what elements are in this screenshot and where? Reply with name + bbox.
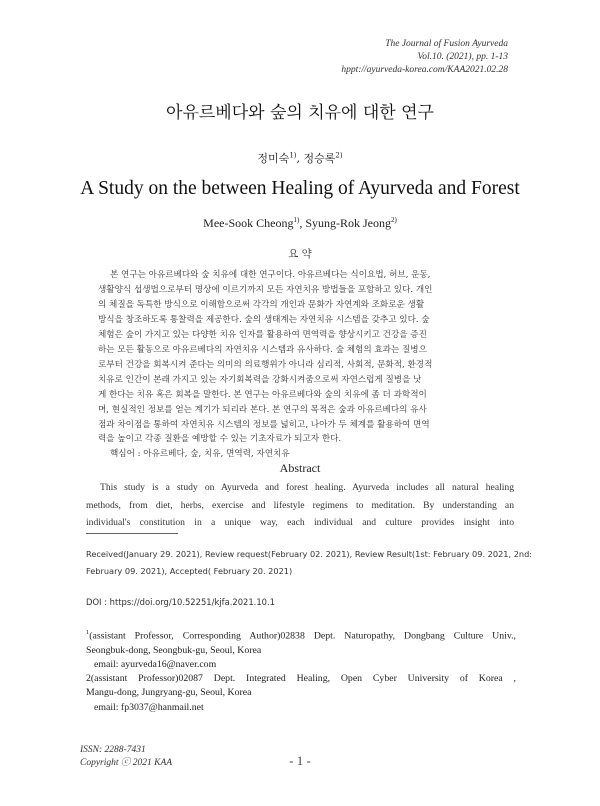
title-english: A Study on the between Healing of Ayurveda and Forest <box>80 178 520 199</box>
abstract-en-heading: Abstract <box>279 461 321 475</box>
author-1-ko: 정미숙 <box>257 152 290 165</box>
received-line: February 09. 2021), Accepted( February 20. 2021) <box>86 566 293 576</box>
author-1-ko-marker: 1) <box>289 151 297 160</box>
affiliation-1-email: email: ayurveda16@naver.com <box>94 658 217 670</box>
journal-volume: Vol.10. (2021), pp. 1-13 <box>417 52 508 62</box>
abstract-ko-line: 의 체질을 독특한 방식으로 이해함으로써 각각의 개인과 문화가 자연계와 조화로운 생활 <box>98 299 425 310</box>
affiliation-2-line-1: 2(assistant Professor)02087 Dept. Integrated Healing, Open Cyber University of Korea , <box>86 673 516 685</box>
abstract-en-line: This study is a study on Ayurveda and forest healing. Ayurveda includes all natural healing <box>100 482 514 493</box>
keywords-korean: 핵심어 : 아유르베다, 숲, 치유, 면역력, 자연치유 <box>110 449 290 460</box>
copyright: Copyright ⓒ 2021 KAA <box>80 758 173 768</box>
journal-url: hppt://ayurveda-korea.com/KAA2021.02.28 <box>341 65 508 75</box>
author-1-en-marker: 1) <box>293 216 300 224</box>
abstract-ko-line: 하는 모든 활동으로 아유르베다의 자연치유 시스템과 유사하다. 숲 체험의 효과는 질병으 <box>98 344 427 355</box>
abstract-ko-line: 본 연구는 아유르베다와 숲 치유에 대한 연구이다. 아유르베다는 식이요법, 허브, 운동, <box>110 270 431 280</box>
affiliation-1-marker: 1 <box>86 629 90 636</box>
abstract-ko-heading: 요 약 <box>288 248 312 260</box>
abstract-ko-line: 력을 높이고 각종 질환을 예방할 수 있는 기초자료가 되고자 한다. <box>98 434 342 445</box>
received-dates <box>86 546 533 580</box>
journal-name: The Journal of Fusion Ayurveda <box>385 39 508 49</box>
abstract-korean <box>98 268 502 462</box>
affiliation-2-line-2: Mangu-dong, Jungryang-gu, Seoul, Korea <box>86 687 252 699</box>
abstract-ko-line: 치유로 인간이 본래 가지고 있는 자기회복력을 강화시켜줌으로써 자연스럽게 질병을 낫 <box>98 374 422 385</box>
author-2-ko: 정승록 <box>303 152 336 165</box>
author-2-en-marker: 2) <box>391 216 397 224</box>
abstract-ko-line: 체험은 숲이 가지고 있는 다양한 치유 인자를 활용하여 면역력을 향상시키고 건강을 증진 <box>98 329 427 340</box>
abstract-ko-line: 방식을 창조하도록 통찰력을 제공한다. 숲의 생태계는 자연치유 시스템을 갖추고 있다. 숲 <box>98 314 430 325</box>
author-separator: , <box>296 152 304 165</box>
author-2-en: Syung-Rok Jeong <box>305 216 391 230</box>
abstract-ko-line: 게 한다는 치유 혹은 회복을 말한다. 본 연구는 아유르베다와 숲의 치유에 좀 더 과학적이 <box>98 389 427 400</box>
received-line: Received(January 29. 2021), Review request(February 02. 2021), Review Result(1st: February 09. 2021, 2nd: <box>86 549 533 559</box>
abstract-ko-line: 점과 차이점을 통하여 자연치유 시스템의 정보를 넓히고, 나아가 두 체계를 활용하여 면역 <box>98 419 430 430</box>
abstract-ko-line: 생활양식 섭생법으로부터 명상에 이르기까지 모든 자연치유 방법들을 포함하고 있다. 개인 <box>98 284 433 295</box>
authors-korean <box>0 150 600 166</box>
doi: DOI : https://doi.org/10.52251/kjfa.2021.10.1 <box>86 597 275 607</box>
title-korean: 아유르베다와 숲의 치유에 대한 연구 <box>166 103 434 123</box>
affiliation-2-email: email: fp3037@hanmail.net <box>94 701 204 713</box>
footnote-divider <box>86 533 178 534</box>
abstract-en-line: methods, from diet, herbs, exercise and lifestyle regimens to meditation. By understanding an <box>86 499 514 511</box>
abstract-ko-line: 며, 현실적인 정보를 얻는 계기가 되리라 본다. 본 연구의 목적은 숲과 아유르베다의 유사 <box>98 404 427 415</box>
authors-english <box>0 216 600 231</box>
abstract-en-line: individual's constitution in a unique way, each individual and culture provides insight into <box>86 517 514 528</box>
affiliation-1-line-1 <box>86 626 516 644</box>
abstract-english <box>86 479 514 532</box>
affiliation-1-line-2: Seongbuk-dong, Seongbuk-gu, Seoul, Korea <box>86 644 262 656</box>
author-1-en: Mee-Sook Cheong <box>203 216 294 230</box>
affiliations <box>86 626 516 715</box>
author-2-ko-marker: 2) <box>335 151 343 160</box>
issn: ISSN: 2288-7431 <box>80 745 146 755</box>
affiliation-1-text: (assistant Professor, Corresponding Author)02838 Dept. Naturopathy, Dongbang Culture Univ., <box>89 630 516 642</box>
journal-header <box>341 38 508 77</box>
abstract-ko-line: 로부터 건강을 회복시켜 준다는 의미의 의료행위가 아니라 심리적, 사회적, 문화적, 환경적 <box>98 359 433 370</box>
page-number: - 1 - <box>289 753 311 768</box>
author-separator-en: , <box>299 216 306 230</box>
